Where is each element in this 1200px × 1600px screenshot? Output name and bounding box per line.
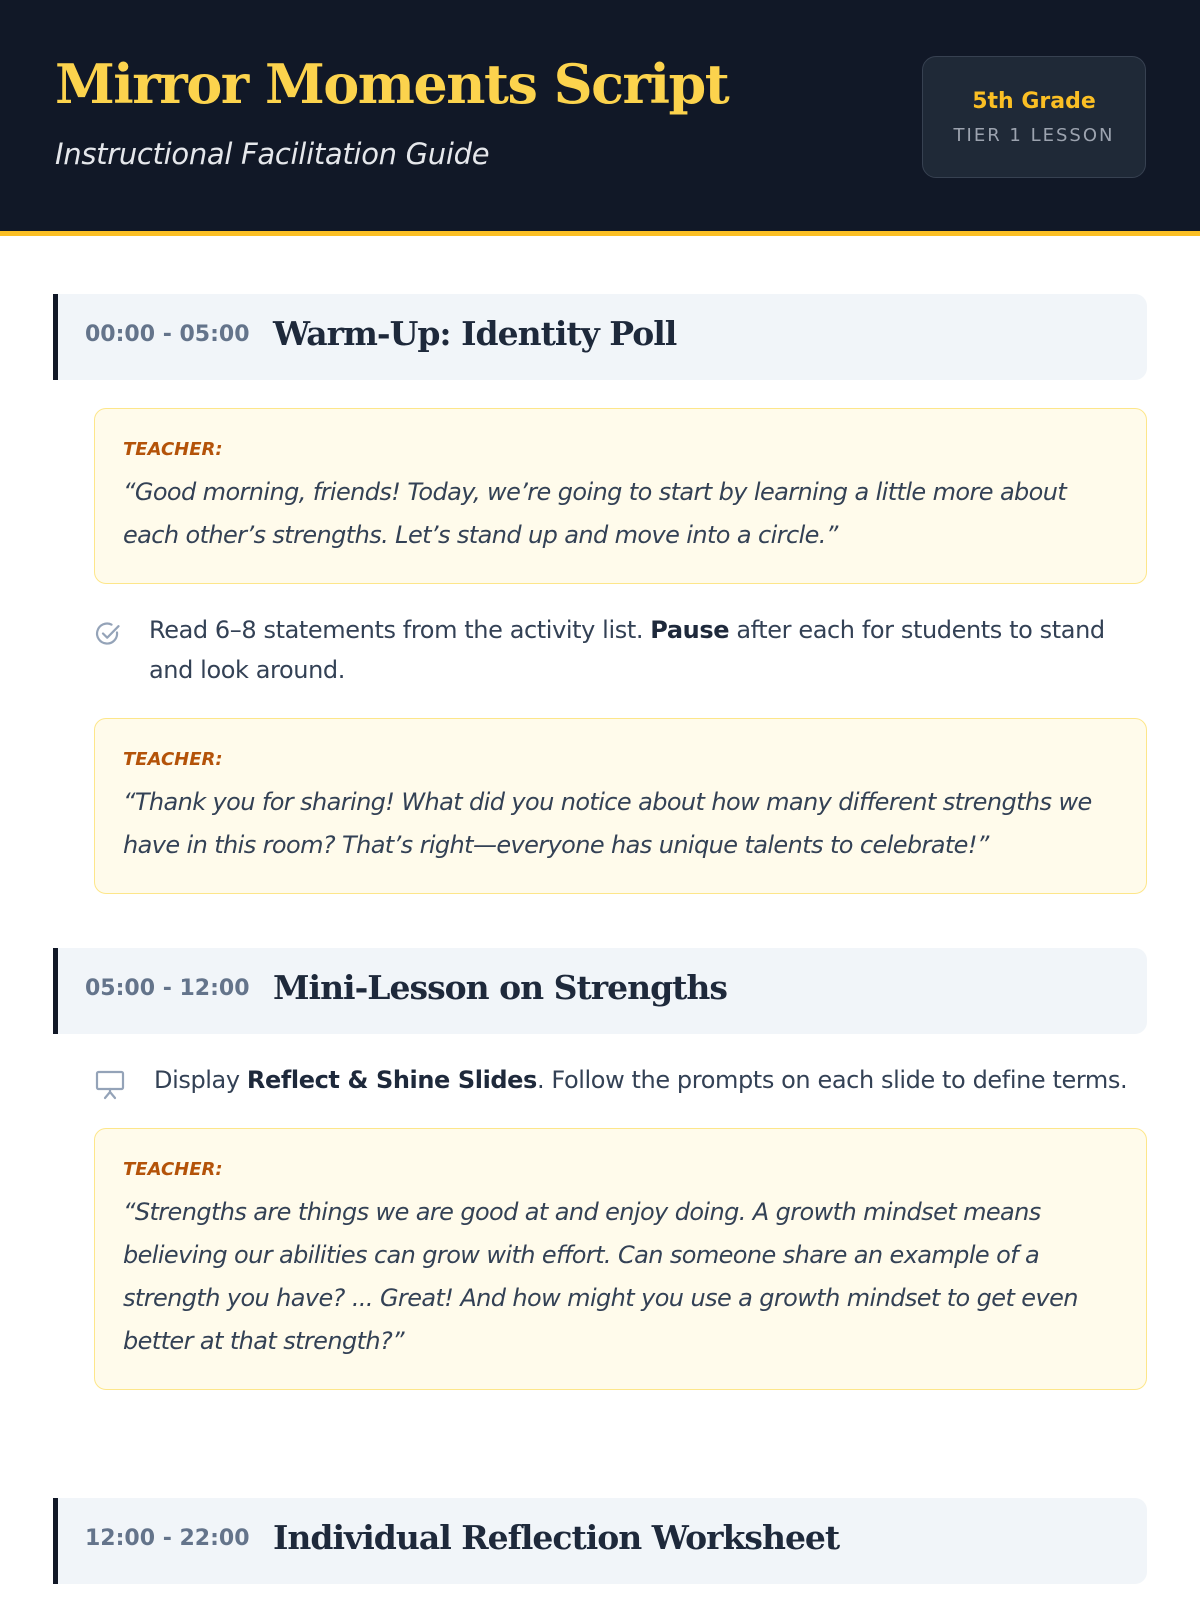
presentation-board-icon bbox=[94, 1068, 126, 1104]
section-time-range: 05:00 - 12:00 bbox=[85, 976, 250, 1001]
step-instruction bbox=[94, 610, 1147, 690]
teacher-quote: “Good morning, friends! Today, we’re going to start by learning a little more about each other’s strengths. Let’s stand up and move into a circle.” bbox=[123, 478, 1067, 549]
step-instruction bbox=[94, 1060, 1147, 1104]
grade-badge bbox=[922, 56, 1146, 178]
teacher-script-box bbox=[94, 1128, 1147, 1390]
section-header-reflection bbox=[53, 1498, 1147, 1584]
teacher-quote: “Thank you for sharing! What did you notice about how many different strengths we have in this room? That’s right—everyone has unique talents to celebrate!” bbox=[123, 788, 1092, 859]
section-header-mini-lesson bbox=[53, 948, 1147, 1034]
section-title: Warm-Up: Identity Poll bbox=[273, 314, 677, 353]
section-title: Mini-Lesson on Strengths bbox=[273, 968, 727, 1007]
grade-label: 5th Grade bbox=[972, 89, 1096, 114]
section-time-range: 12:00 - 22:00 bbox=[85, 1526, 250, 1551]
check-circle-icon bbox=[94, 620, 122, 652]
page-title: Mirror Moments Script bbox=[55, 52, 729, 116]
step-text: Display Reflect & Shine Slides. Follow the prompts on each slide to define terms. bbox=[154, 1066, 1128, 1094]
tier-label: TIER 1 LESSON bbox=[953, 125, 1115, 146]
section-time-range: 00:00 - 05:00 bbox=[85, 322, 250, 347]
page-subtitle: Instructional Facilitation Guide bbox=[55, 137, 490, 171]
step-text: Read 6–8 statements from the activity list. Pause after each for students to stand and look around. bbox=[149, 616, 1105, 684]
teacher-label: TEACHER: bbox=[123, 439, 223, 460]
section-title: Individual Reflection Worksheet bbox=[273, 1518, 840, 1557]
teacher-script-box bbox=[94, 718, 1147, 894]
step-emphasis: Pause bbox=[650, 616, 730, 644]
teacher-quote: “Strengths are things we are good at and enjoy doing. A growth mindset means believing our abilities can grow with effort. Can someone share an example of a strength you have? ... Great! And how might you use a growth mindset to get even better at that strength?” bbox=[123, 1198, 1078, 1355]
teacher-script-box bbox=[94, 408, 1147, 584]
step-emphasis: Reflect & Shine Slides bbox=[246, 1066, 537, 1094]
page-header bbox=[0, 0, 1200, 236]
teacher-label: TEACHER: bbox=[123, 749, 223, 770]
teacher-label: TEACHER: bbox=[123, 1159, 223, 1180]
section-header-warm-up bbox=[53, 294, 1147, 380]
